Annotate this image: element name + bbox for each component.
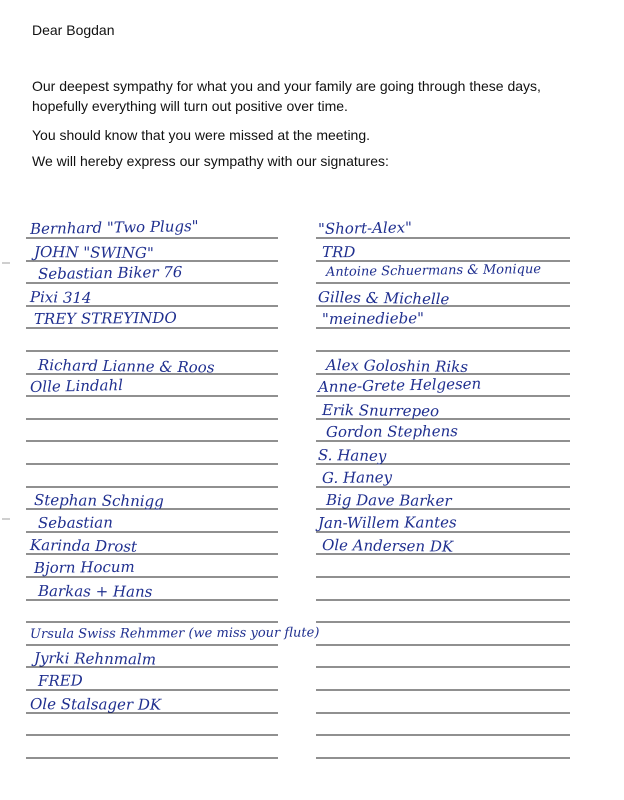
left-signature: Jyrki Rehnmalm (33, 649, 157, 669)
left-signature: Sebastian Biker 76 (37, 262, 183, 283)
margin-mark (2, 262, 10, 264)
left-signature: FRED (37, 671, 83, 690)
left-signature: Bjorn Hocum (33, 557, 135, 577)
paragraph-sympathy: Our deepest sympathy for what you and your family are going through these days, hopefully everything will turn out positive over time. (32, 78, 541, 114)
right-signature: TRD (321, 243, 356, 262)
right-signature: G. Haney (321, 468, 393, 487)
right-signature: Big Dave Barker (325, 491, 452, 510)
right-signature: Erik Snurrepeo (321, 401, 440, 421)
right-signature: Gordon Stephens (325, 422, 458, 441)
right-signature: "meinediebe" (321, 309, 425, 328)
greeting: Dear Bogdan (32, 22, 115, 38)
right-signature: Jan-Willem Kantes (317, 513, 457, 532)
right-signature: Ole Andersen DK (321, 536, 454, 556)
right-signature: Antoine Schuermans & Monique (325, 261, 542, 280)
left-signature: Ursula Swiss Rehmmer (we miss your flute) (29, 625, 320, 642)
right-signature: Gilles & Michelle (317, 288, 450, 309)
left-signature: TREY STREYINDO (33, 308, 177, 328)
left-signature: Bernhard "Two Plugs" (29, 217, 199, 238)
right-signature: Anne-Grete Helgesen (317, 374, 482, 396)
left-signature: Karinda Drost (29, 536, 138, 556)
left-signature: JOHN "SWING" (33, 243, 154, 263)
right-signature: Alex Goloshin Riks (325, 356, 469, 376)
margin-mark (2, 518, 10, 520)
left-signature: Sebastian (37, 513, 113, 532)
right-signature: "Short-Alex" (317, 218, 413, 238)
left-signature: Ole Stalsager DK (29, 695, 162, 714)
left-signature: Pixi 314 (29, 288, 92, 308)
paragraph-missed: You should know that you were missed at the meeting. (32, 127, 371, 143)
right-signature: S. Haney (317, 446, 387, 466)
left-signature: Barkas + Hans (37, 582, 153, 601)
left-signature: Olle Lindahl (29, 376, 124, 396)
left-signature: Richard Lianne & Roos (37, 356, 215, 377)
left-signature: Stephan Schnigg (33, 491, 164, 511)
paragraph-signatures-intro: We will hereby express our sympathy with our signatures: (32, 153, 389, 169)
